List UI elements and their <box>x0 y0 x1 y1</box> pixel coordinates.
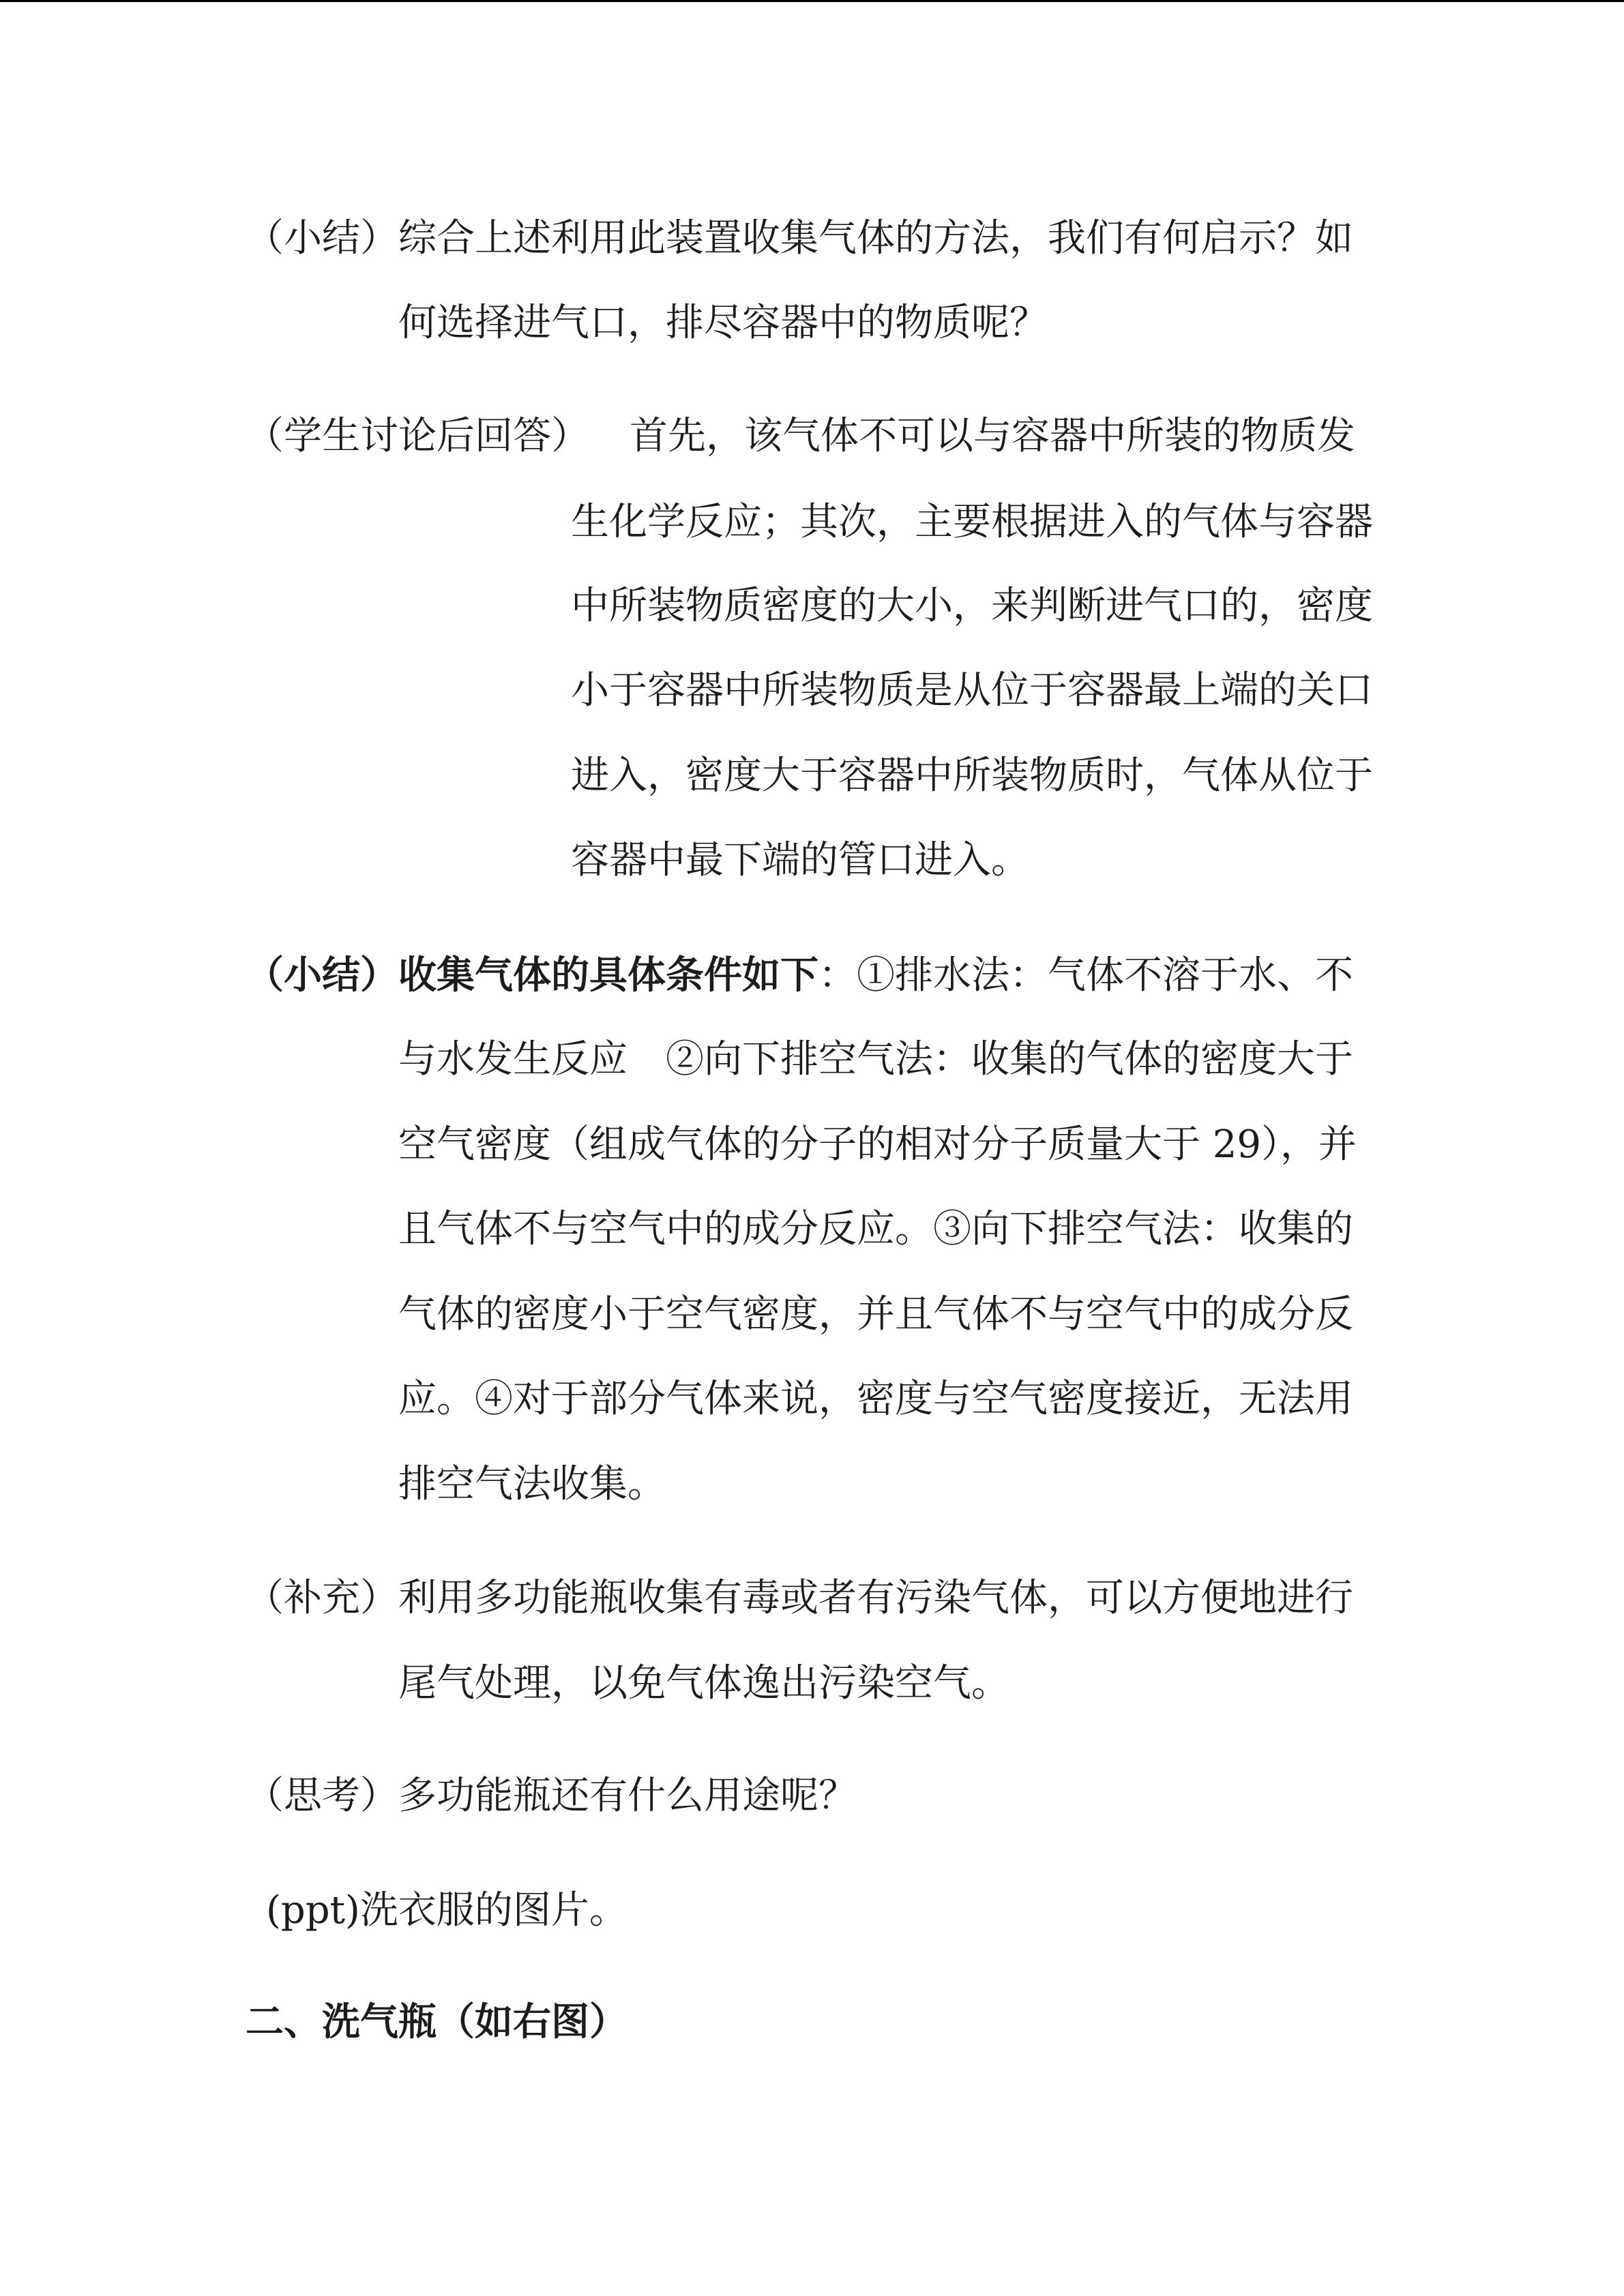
paragraph-line: 小于容器中所装物质是从位于容器最上端的关口 <box>571 668 1373 713</box>
paragraph-label: （学生讨论后回答） <box>246 414 589 458</box>
paragraph-line: （补充）利用多功能瓶收集有毒或者有污染气体，可以方便地进行 <box>246 1576 1353 1620</box>
paragraph-line: 进入，密度大于容器中所装物质时，气体从位于 <box>571 754 1373 798</box>
paragraph-line: 且气体不与空气中的成分反应。③向下排空气法：收集的 <box>398 1207 1353 1251</box>
paragraph-line: 排空气法收集。 <box>398 1462 666 1506</box>
paragraph-line: （思考）多功能瓶还有什么用途呢？ <box>246 1774 857 1818</box>
paragraph-line: 尾气处理，以免气体逸出污染空气。 <box>398 1661 1009 1705</box>
bold-lead: （小结）收集气体的具体条件如下 <box>246 953 818 998</box>
paragraph-line: (ppt)洗衣服的图片。 <box>266 1888 628 1933</box>
section-heading: 二、洗气瓶（如右图） <box>246 1999 628 2044</box>
paragraph-line: 容器中最下端的管口进入。 <box>571 838 1029 882</box>
paragraph-line: 中所装物质密度的大小，来判断进气口的，密度 <box>571 584 1373 628</box>
paragraph-line: ②向下排空气法：收集的气体的密度大于 <box>666 1037 1353 1082</box>
paragraph-line: 空气密度（组成气体的分子的相对分子质量大于 29），并 <box>398 1122 1357 1167</box>
paragraph-line: 与水发生反应 <box>398 1037 628 1082</box>
paragraph-line: 何选择进气口，排尽容器中的物质呢？ <box>398 301 1048 345</box>
paragraph-line: （小结）综合上述利用此装置收集气体的方法，我们有何启示？如 <box>246 216 1353 260</box>
page-top-rule <box>0 0 1624 2</box>
paragraph-line: 应。④对于部分气体来说，密度与空气密度接近，无法用 <box>398 1377 1353 1421</box>
paragraph-line: 生化学反应；其次，主要根据进入的气体与容器 <box>571 500 1373 544</box>
paragraph-line: 气体的密度小于空气密度，并且气体不与空气中的成分反 <box>398 1292 1353 1337</box>
paragraph-line <box>246 948 1353 1002</box>
paragraph-line: 首先，该气体不可以与容器中所装的物质发 <box>630 414 1355 458</box>
paragraph-text: ：①排水法：气体不溶于水、不 <box>818 953 1353 998</box>
